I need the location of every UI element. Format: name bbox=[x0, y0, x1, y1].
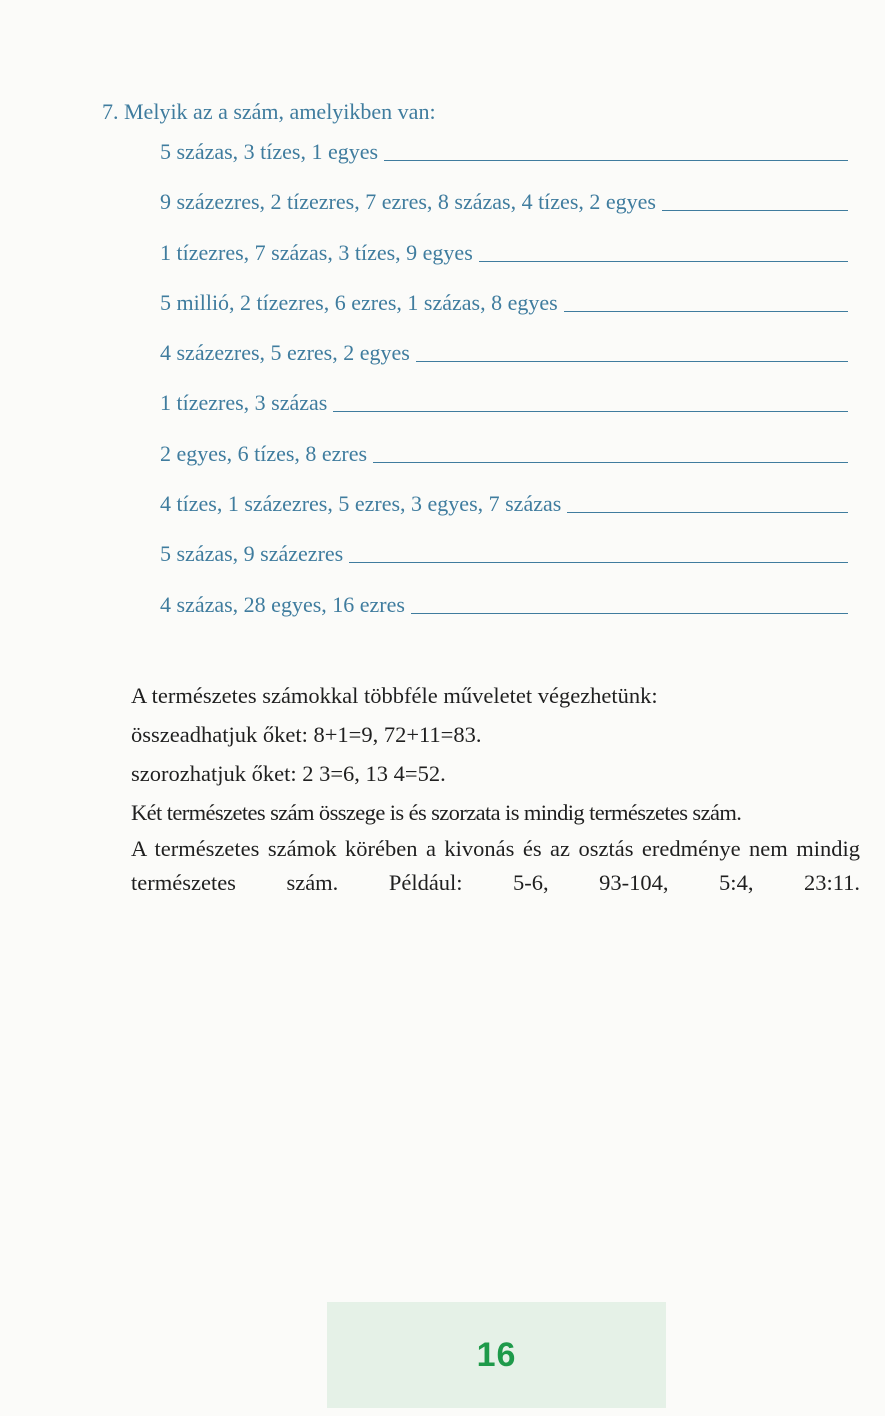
answer-blank[interactable] bbox=[373, 462, 848, 463]
theory-line: összeadhatjuk őket: 8+1=9, 72+11=83. bbox=[131, 722, 482, 747]
exercise-row bbox=[160, 419, 848, 469]
exercise-row-label: 4 tízes, 1 százezres, 5 ezres, 3 egyes, 7 százas bbox=[160, 491, 562, 517]
exercise-row bbox=[160, 570, 848, 620]
exercise-row-label: 1 tízezres, 3 százas bbox=[160, 390, 328, 416]
answer-blank[interactable] bbox=[333, 411, 848, 412]
exercise-title: 7. Melyik az a szám, amelyikben van: bbox=[102, 99, 436, 124]
exercise-row bbox=[160, 319, 848, 369]
page-number-box bbox=[327, 1302, 666, 1408]
exercise-row-label: 5 százas, 3 tízes, 1 egyes bbox=[160, 139, 379, 164]
exercise-row bbox=[160, 520, 848, 570]
exercise-row bbox=[160, 269, 848, 319]
theory-line: szorozhatjuk őket: 2 3=6, 13 4=52. bbox=[131, 761, 446, 786]
exercise-row bbox=[160, 140, 848, 168]
answer-blank[interactable] bbox=[416, 361, 848, 362]
exercise-row-label: 5 millió, 2 tízezres, 6 ezres, 1 százas, 8 egyes bbox=[160, 289, 558, 315]
answer-blank[interactable] bbox=[564, 311, 848, 312]
answer-blank[interactable] bbox=[479, 261, 848, 262]
answer-blank[interactable] bbox=[384, 160, 848, 161]
exercise-row bbox=[160, 218, 848, 268]
exercise-rows bbox=[160, 140, 848, 621]
exercise-row bbox=[160, 168, 848, 218]
exercise-row bbox=[160, 470, 848, 520]
answer-blank[interactable] bbox=[662, 210, 848, 211]
exercise-row-label: 4 százezres, 5 ezres, 2 egyes bbox=[160, 340, 410, 366]
answer-blank[interactable] bbox=[567, 512, 848, 513]
theory-paragraph: A természetes számok körében a kivonás és az osztás eredménye nem mindig természetes szám. Például: 5-6, 93-104, 5:4, 23:11. bbox=[131, 836, 860, 895]
exercise-7 bbox=[102, 96, 862, 617]
theory-line: A természetes számokkal többféle műveletet végezhetünk: bbox=[131, 683, 658, 708]
page-number: 16 bbox=[476, 1335, 517, 1374]
exercise-row-label: 1 tízezres, 7 százas, 3 tízes, 9 egyes bbox=[160, 239, 473, 265]
exercise-row-label: 2 egyes, 6 tízes, 8 ezres bbox=[160, 440, 368, 466]
exercise-row-label: 4 százas, 28 egyes, 16 ezres bbox=[160, 591, 405, 617]
exercise-row-label: 9 százezres, 2 tízezres, 7 ezres, 8 százas, 4 tízes, 2 egyes bbox=[160, 189, 656, 215]
exercise-row-label: 5 százas, 9 százezres bbox=[160, 541, 344, 567]
answer-blank[interactable] bbox=[411, 613, 848, 614]
theory-text bbox=[131, 676, 860, 900]
theory-line: Két természetes szám összege is és szorzata is mindig természetes szám. bbox=[131, 800, 742, 825]
answer-blank[interactable] bbox=[349, 562, 848, 563]
exercise-row bbox=[160, 369, 848, 419]
